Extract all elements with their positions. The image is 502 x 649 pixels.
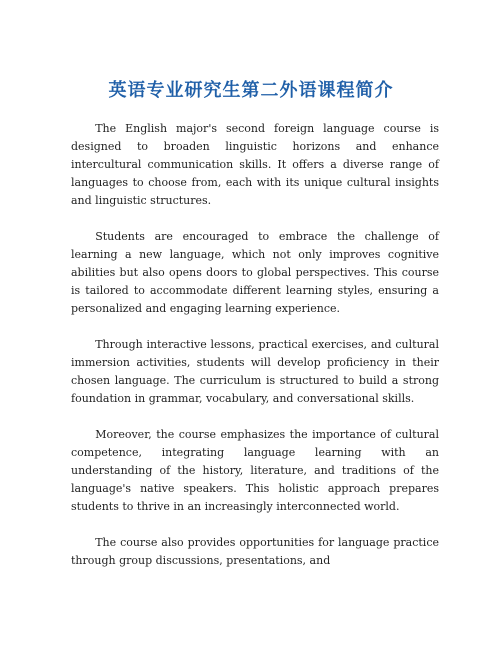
paragraph-1: The English major's second foreign language course is designed to broaden linguistic horizons and enhance intercultural communication skills. It offers a diverse range of languages to choose from, each with its unique cultural insights and linguistic structures. [71, 122, 439, 207]
document-body [71, 120, 439, 570]
paragraph-5: The course also provides opportunities for language practice through group discussions, presentations, and [71, 536, 439, 567]
document-title: 英语专业研究生第二外语课程简介 [108, 80, 394, 101]
paragraph-4: Moreover, the course emphasizes the importance of cultural competence, integrating language learning with an understanding of the history, literature, and traditions of the language's native speakers. This holistic approach prepares students to thrive in an increasingly interconnected world. [71, 428, 439, 513]
paragraph-2: Students are encouraged to embrace the challenge of learning a new language, which not only improves cognitive abilities but also opens doors to global perspectives. This course is tailored to accommodate different learning styles, ensuring a personalized and engaging learning experience. [71, 230, 439, 315]
paragraph-3: Through interactive lessons, practical exercises, and cultural immersion activities, students will develop proficiency in their chosen language. The curriculum is structured to build a strong foundation in grammar, vocabulary, and conversational skills. [71, 338, 439, 405]
